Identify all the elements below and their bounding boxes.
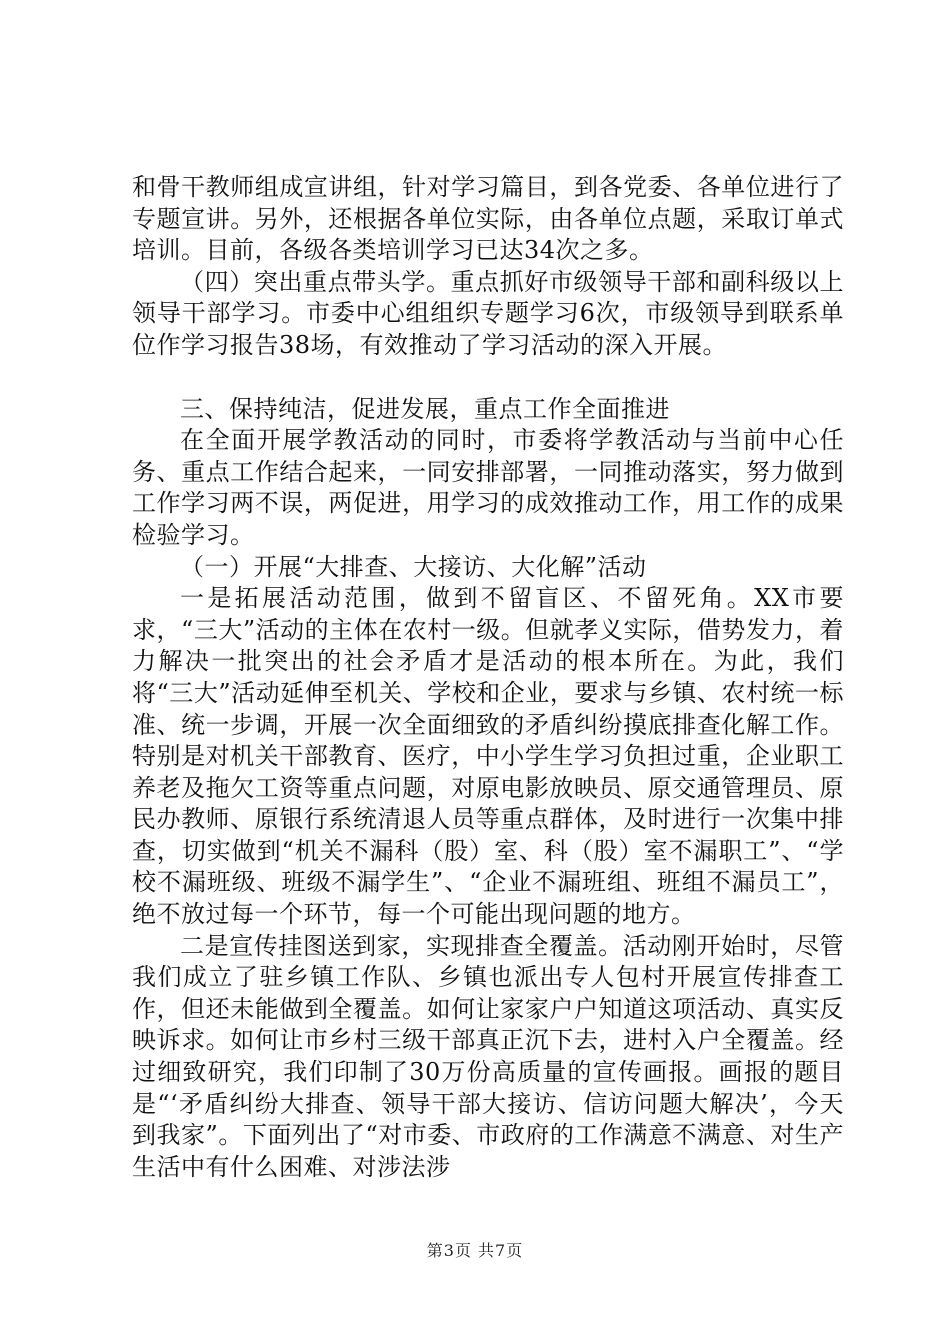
paragraph-expand-scope: 一是拓展活动范围，做到不留盲区、不留死角。XX市要求，“三大”活动的主体在农村一级。但就孝义实际，借势发力，着力解决一批突出的社会矛盾才是活动的根本所在。为此，我们将“三大”活动延伸至机关、学校和企业，要求与乡镇、农村统一标准、统一步调，开展一次全面细致的矛盾纠纷摸底排查化解工作。特别是对机关干部教育、医疗，中小学生学习负担过重，企业职工养老及拖欠工资等重点问题，对原电影放映员、原交通管理员、原民办教师、原银行系统清退人员等重点群体，及时进行一次集中排查，切实做到“机关不漏科（股）室、科（股）室不漏职工”、“学校不漏班级、班级不漏学生”、“企业不漏班组、班组不漏员工”，绝不放过每一个环节，每一个可能出现问题的地方。 [132, 584, 844, 929]
paragraph-training: 和骨干教师组成宣讲组，针对学习篇目，到各党委、各单位进行了专题宣讲。另外，还根据各单位实际，由各单位点题，采取订单式培训。目前，各级各类培训学习已达34次之多。 [132, 173, 844, 265]
document-body [132, 172, 844, 1183]
paragraph-key-study: （四）突出重点带头学。重点抓好市级领导干部和副科级以上领导干部学习。市委中心组组织专题学习6次，市级领导到联系单位作学习报告38场，有效推动了学习活动的深入开展。 [132, 267, 844, 359]
section-heading-three: 三、保持纯洁，促进发展，重点工作全面推进 [180, 394, 670, 423]
paragraph-integration: 在全面开展学教活动的同时，市委将学教活动与当前中心任务、重点工作结合起来，一同安排部署，一同推动落实，努力做到工作学习两不误，两促进，用学习的成效推动工作，用工作的成果检验学习。 [132, 426, 844, 549]
paragraph-poster-coverage: 二是宣传挂图送到家，实现排查全覆盖。活动刚开始时，尽管我们成立了驻乡镇工作队、乡镇也派出专人包村开展宣传排查工作，但还未能做到全覆盖。如何让家家户户知道这项活动、真实反映诉求。如何让市乡村三级干部真正沉下去，进村入户全覆盖。经过细致研究，我们印制了30万份高质量的宣传画报。画报的题目是“‘矛盾纠纷大排查、领导干部大接访、信访问题大解决’，今天到我家”。下面列出了“对市委、市政府的工作满意不满意、对生产生活中有什么困难、对涉法涉 [132, 931, 844, 1181]
page-number-footer: 第3页 共7页 [426, 1241, 524, 1260]
subheading-three-big: （一）开展“大排查、大接访、大化解”活动 [180, 552, 647, 581]
paragraph-spacer [132, 362, 844, 394]
